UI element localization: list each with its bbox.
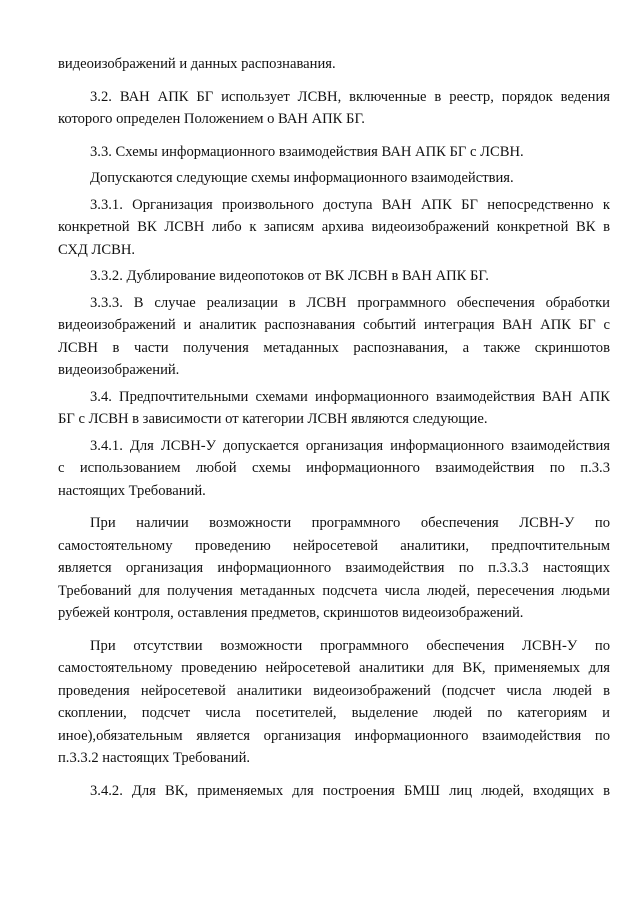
text-line: проведения нейросетевой аналитики видеоизображений (подсчет числа людей в (58, 682, 610, 699)
document-page (58, 53, 610, 802)
paragraph-schemes-intro (58, 167, 610, 190)
text-line: п.3.3.2 настоящих Требований. (58, 750, 251, 766)
text-line: 3.3.3. В случае реализации в ЛСВН программного обеспечения обработки (90, 294, 610, 311)
text-line: Допускаются следующие схемы информационного взаимодействия. (90, 170, 514, 186)
paragraph-3-4-2 (58, 780, 610, 803)
paragraph-3-4-1 (58, 435, 610, 503)
text-line: ЛСВН в части получения метаданных распознавания, а также скриншотов (58, 339, 610, 356)
text-line: 3.3.2. Дублирование видеопотоков от ВК ЛСВН в ВАН АПК БГ. (90, 268, 489, 284)
text-line: самостоятельному проведению нейросетевой аналитики, предпочтительным (58, 537, 610, 554)
text-line: При наличии возможности программного обеспечения ЛСВН-У по (90, 515, 610, 531)
paragraph-3-3-3 (58, 292, 610, 382)
text-line: видеоизображений. (58, 362, 180, 378)
text-line: конкретной ВК ЛСВН либо к записям архива видеоизображений конкретной ВК в (58, 219, 610, 235)
text-line: 3.2. ВАН АПК БГ использует ЛСВН, включенные в реестр, порядок ведения (90, 88, 610, 105)
paragraph-without-capability (58, 635, 610, 770)
text-line: которого определен Положением о ВАН АПК БГ. (58, 111, 365, 127)
text-line: скоплении, подсчет числа посетителей, выделение людей по категориям и (58, 705, 610, 721)
text-line: 3.3.1. Организация произвольного доступа ВАН АПК БГ непосредственно к (90, 196, 610, 213)
text-line: самостоятельному проведению нейросетевой аналитики для ВК, применяемых для (58, 660, 610, 676)
text-line: видеоизображений и данных распознавания. (58, 56, 336, 72)
text-line: 3.4.1. Для ЛСВН-У допускается организация информационного взаимодействия (90, 437, 610, 454)
text-line: СХД ЛСВН. (58, 241, 136, 258)
paragraph-3-3-2 (58, 265, 610, 288)
text-line: является организация информационного взаимодействия по п.3.3.3 настоящих (58, 560, 610, 576)
text-line: 3.4. Предпочтительными схемами информационного взаимодействия ВАН АПК (90, 388, 610, 405)
text-line: 3.3. Схемы информационного взаимодействия ВАН АПК БГ с ЛСВН. (90, 143, 524, 160)
text-line: иное),обязательным является организация информационного взаимодействия по (58, 727, 610, 744)
text-line: рубежей контроля, оставления предметов, скриншотов видеоизображений. (58, 605, 524, 621)
text-line: БГ с ЛСВН в зависимости от категории ЛСВН являются следующие. (58, 411, 488, 427)
paragraph-3-2 (58, 86, 610, 131)
text-line: видеоизображений и аналитик распознавания событий интеграция ВАН АПК БГ с (58, 317, 610, 333)
paragraph-3-3-1 (58, 194, 610, 262)
paragraph-with-capability (58, 512, 610, 625)
text-line: 3.4.2. Для ВК, применяемых для построения БМШ лиц людей, входящих в (90, 782, 610, 799)
paragraph-3-3 (58, 141, 610, 164)
paragraph-3-4 (58, 386, 610, 431)
paragraph-continuation (58, 53, 610, 76)
text-line: с использованием любой схемы информационного взаимодействия по п.3.3 (58, 460, 610, 476)
text-line: Требований для получения метаданных подсчета числа людей, пересечения людьми (58, 582, 610, 599)
text-line: При отсутствии возможности программного обеспечения ЛСВН-У по (90, 637, 610, 654)
text-line: настоящих Требований. (58, 482, 206, 499)
